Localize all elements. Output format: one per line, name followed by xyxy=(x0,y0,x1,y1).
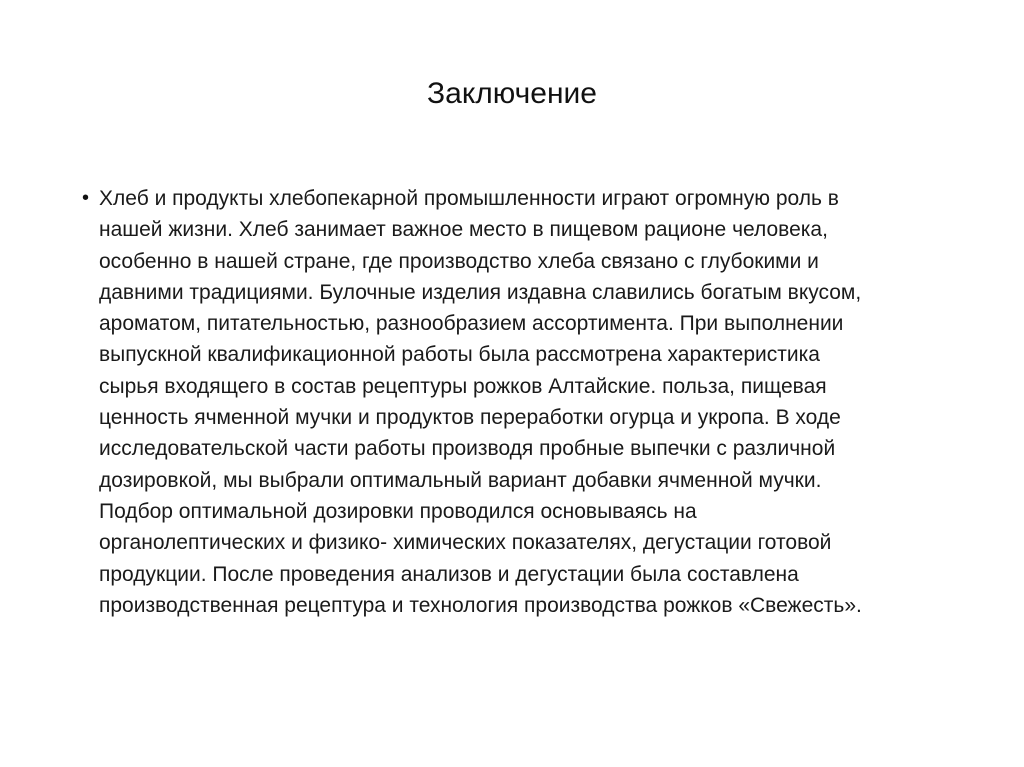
bullet-list xyxy=(82,183,962,621)
bullet-text xyxy=(99,183,962,621)
text-line: особенно в нашей стране, где производство хлеба связано с глубокими и xyxy=(99,249,819,273)
text-line: дозировкой, мы выбрали оптимальный вариант добавки ячменной мучки. xyxy=(99,468,822,492)
text-line: ценность ячменной мучки и продуктов переработки огурца и укропа. В ходе xyxy=(99,406,841,430)
text-line: Хлеб и продукты хлебопекарной промышленности играют огромную роль в xyxy=(99,187,839,210)
bullet-marker: • xyxy=(82,187,90,209)
bullet-item xyxy=(82,183,962,621)
text-line: ароматом, питательностью, разнообразием ассортимента. При выполнении xyxy=(99,312,844,336)
text-line: давними традициями. Булочные изделия издавна славились богатым вкусом, xyxy=(99,280,862,304)
text-line: продукции. После проведения анализов и дегустации была составлена xyxy=(99,562,799,586)
text-line: выпускной квалификационной работы была рассмотрена характеристика xyxy=(99,343,820,367)
slide-title: Заключение xyxy=(427,77,597,110)
text-line: Подбор оптимальной дозировки проводился основываясь на xyxy=(99,499,697,523)
text-line: сырья входящего в состав рецептуры рожков Алтайские. польза, пищевая xyxy=(99,374,827,398)
text-line: исследовательской части работы производя пробные выпечки с различной xyxy=(99,437,836,461)
text-line: органолептических и физико- химических показателях, дегустации готовой xyxy=(99,531,832,555)
text-line: нашей жизни. Хлеб занимает важное место в пищевом рационе человека, xyxy=(99,218,828,242)
text-line: производственная рецептура и технология производства рожков «Свежесть». xyxy=(99,593,862,617)
